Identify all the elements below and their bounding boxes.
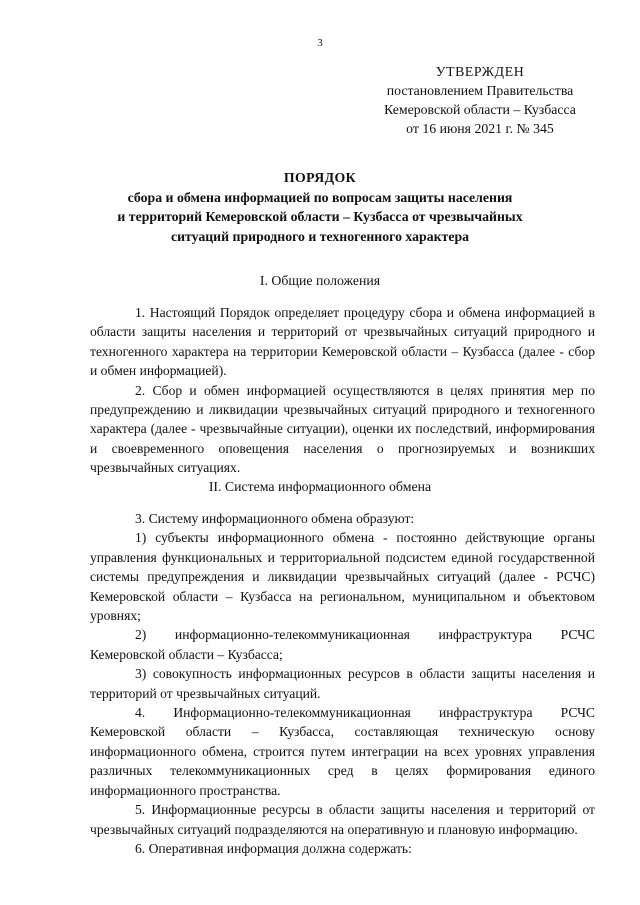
paragraph-3: 3. Систему информационного обмена образуют: [135,511,415,526]
paragraph-1: 1. Настоящий Порядок определяет процедуру сбора и обмена информацией в области защиты населения и территорий от чрезвычайных ситуаций природного и техногенного характера на территории Кемеровской области – Кузбасса (далее - сбор и обмен информацией). [90,305,595,379]
section-2-heading: II. Система информационного обмена [208,479,432,494]
paragraph-5: 5. Информационные ресурсы в области защиты населения и территорий от чрезвычайных ситуаций подразделяются на оперативную и плановую информацию. [90,802,595,837]
paragraph-6: 6. Оперативная информация должна содержать: [135,840,412,856]
section-2-body [90,509,595,858]
document-title [100,168,540,246]
paragraph-2: 2. Сбор и обмен информацией осуществляются в целях принятия мер по предупреждению и ликвидации чрезвычайных ситуаций природного и техногенного характера (далее - чрезвычайные ситуации), оценки их последствий, информирования и своевременного оповещения населения о прогнозируемых и возникших чрезвычайных ситуациях. [90,382,595,476]
paragraph-4: 4. Информационно-телекоммуникационная инфраструктура РСЧС Кемеровской области – Кузбасса, составляющая техническую основу информационного обмена, строится путем интеграции на всех уровнях управления различных телекоммуникационных сред в целях формирования единого информационного пространства. [90,705,595,798]
paragraph-3-item-3: 3) совокупность информационных ресурсов в области защиты населения и территорий от чрезвычайных ситуаций. [90,666,595,701]
section-1-heading: I. Общие положения [259,273,381,288]
page-number: 3 [317,37,323,49]
title-line-2: сбора и обмена информацией по вопросам защиты населения [127,189,513,205]
section-1-body [90,303,595,478]
title-line-4: ситуаций природного и техногенного характера [170,228,470,244]
approval-stamp [360,62,600,138]
approval-line-3: от 16 июня 2021 г. № 345 [406,121,554,136]
paragraph-3-item-2: 2) информационно-телекоммуникационная инфраструктура РСЧС Кемеровской области – Кузбасса; [90,627,595,662]
title-line-1: ПОРЯДОК [283,170,357,185]
paragraph-3-item-1: 1) субъекты информационного обмена - постоянно действующие органы управления функциональных и территориальной подсистем единой государственной системы предупреждения и ликвидации чрезвычайных ситуаций (далее - РСЧС) Кемеровской области – Кузбасса на региональном, муниципальном и объектовом уровнях; [90,530,595,624]
approval-heading: УТВЕРЖДЕН [435,64,525,79]
title-line-3: и территорий Кемеровской области – Кузбасса от чрезвычайных [117,209,523,224]
approval-line-2: Кемеровской области – Кузбасса [384,102,576,117]
approval-line-1: постановлением Правительства [386,83,574,98]
